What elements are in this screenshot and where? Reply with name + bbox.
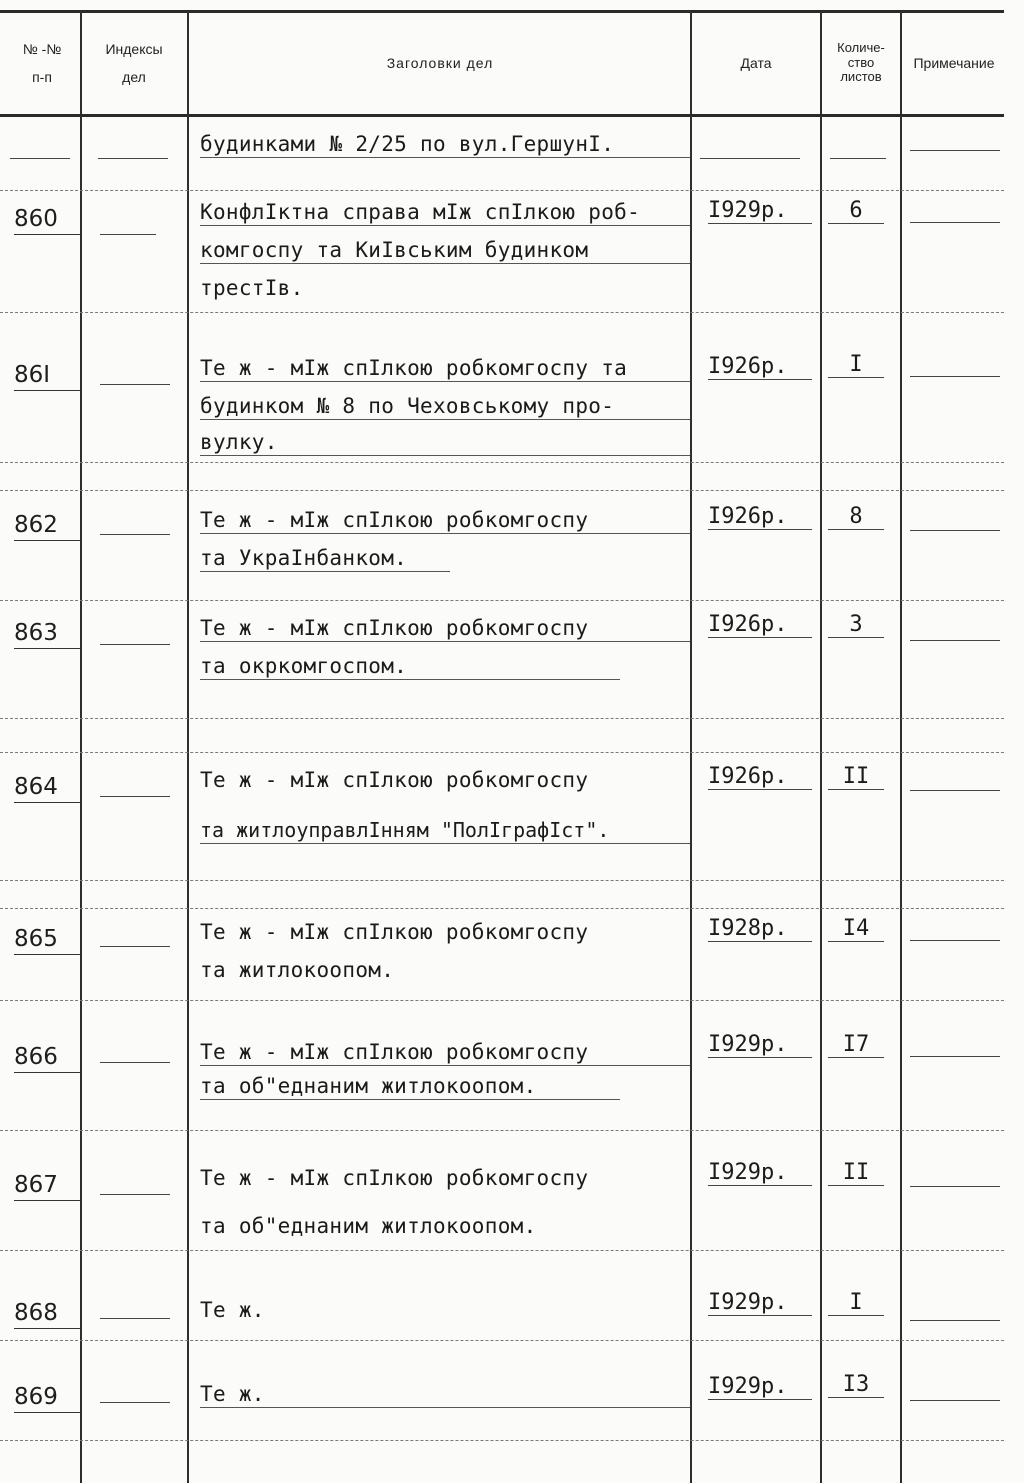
sheet-count: I3 [828, 1372, 884, 1398]
note-dash [910, 940, 1000, 941]
ruling-line [0, 1250, 1004, 1251]
header-index-line1: Индексы [105, 40, 163, 57]
case-date: I929р. [708, 198, 812, 224]
case-date: I926р. [708, 504, 812, 530]
index-dash [100, 796, 170, 797]
note-dash [910, 1186, 1000, 1187]
case-title-line: та об"еднаним житлокоопом. [200, 1074, 620, 1100]
note-dash [910, 376, 1000, 377]
header-index [84, 14, 184, 112]
column-divider-date [820, 10, 822, 1483]
case-date: I928р. [708, 916, 812, 942]
case-date: I929р. [708, 1374, 812, 1400]
case-title-line: та УкраIнбанком. [200, 546, 450, 572]
sheet-count: II [828, 764, 884, 790]
header-number [6, 14, 78, 112]
note-dash [910, 790, 1000, 791]
header-title: Заголовки дел [386, 54, 494, 71]
case-number: 865 [14, 926, 80, 955]
header-bottom-border [0, 114, 1004, 117]
sheet-count: I [828, 1290, 884, 1316]
sheet-count: II [828, 1160, 884, 1186]
case-title-line: Те ж - мIж спIлкою робкомгоспу [200, 1166, 589, 1190]
case-number: 862 [14, 512, 80, 541]
case-number: 860 [14, 206, 80, 235]
case-number: 863 [14, 620, 80, 649]
header-count-line1: Количе- [837, 39, 885, 55]
ruling-line [0, 1340, 1004, 1341]
sheet-count: 8 [828, 504, 884, 530]
case-title-line: трестIв. [200, 276, 304, 300]
case-date: I926р. [708, 764, 812, 790]
table-top-border [0, 10, 1004, 13]
case-date: I929р. [708, 1290, 812, 1316]
header-count-line2: ство [847, 54, 875, 70]
ruling-line [0, 718, 1004, 719]
ruling-line [0, 190, 1004, 191]
column-divider-title [690, 10, 692, 1483]
case-number: 869 [14, 1384, 80, 1413]
header-sheet-count [822, 14, 900, 112]
header-note: Примечание [913, 54, 995, 71]
header-number-line1: № -№ [22, 40, 62, 57]
note-dash [910, 1400, 1000, 1401]
case-title-line: Те ж - мIж спIлкою робкомгоспу [200, 920, 589, 944]
case-title-line: будинками № 2/25 по вул.ГершунI. [200, 132, 690, 158]
ruling-line [0, 1000, 1004, 1001]
case-title-line: та окркомгоспом. [200, 654, 620, 680]
case-number: 86I [14, 362, 80, 391]
sheet-count: 6 [828, 198, 884, 224]
index-dash [100, 1062, 170, 1063]
number-blank-dash [10, 158, 70, 159]
case-title-line: та житлоуправлIнням "ПолIграфIст". [200, 818, 690, 844]
case-number: 866 [14, 1044, 80, 1073]
case-date: I929р. [708, 1032, 812, 1058]
case-title-line: комгоспу та КиIвським будинком [200, 238, 690, 264]
note-dash [910, 1056, 1000, 1057]
index-dash [100, 946, 170, 947]
index-dash [100, 1194, 170, 1195]
header-number-line2: п-п [32, 69, 52, 85]
sheet-count: I4 [828, 916, 884, 942]
column-divider-count [900, 10, 902, 1483]
index-dash [100, 384, 170, 385]
index-dash [100, 1318, 170, 1319]
index-dash [100, 534, 170, 535]
case-date: I926р. [708, 354, 812, 380]
ruling-line [0, 312, 1004, 313]
case-date: I929р. [708, 1160, 812, 1186]
case-title-line: та об"еднаним житлокоопом. [200, 1214, 537, 1238]
ruling-line [0, 752, 1004, 753]
ruling-line [0, 1130, 1004, 1131]
ruling-line [0, 908, 1004, 909]
case-title-line: КонфлIктна справа мIж спIлкою роб- [200, 200, 690, 226]
note-dash [910, 640, 1000, 641]
index-dash [100, 644, 170, 645]
case-title-line: Те ж. [200, 1298, 265, 1322]
case-number: 867 [14, 1172, 80, 1201]
sheet-count: I [828, 352, 884, 378]
note-dash [910, 222, 1000, 223]
header-count-line3: листов [840, 69, 882, 85]
ruling-line [0, 1440, 1004, 1441]
note-dash [910, 150, 1000, 151]
sheet-count: I7 [828, 1032, 884, 1058]
ruling-line [0, 880, 1004, 881]
case-date: I926р. [708, 612, 812, 638]
case-title-line: Те ж - мIж спIлкою робкомгоспу [200, 616, 690, 642]
case-number: 868 [14, 1300, 80, 1329]
case-title-line: вулку. [200, 430, 690, 456]
note-dash [910, 530, 1000, 531]
count-blank-dash [830, 158, 886, 159]
column-divider-no [80, 10, 82, 1483]
note-dash [910, 1320, 1000, 1321]
sheet-count: 3 [828, 612, 884, 638]
header-date: Дата [740, 54, 772, 71]
case-title-line: Те ж - мIж спIлкою робкомгоспу [200, 508, 690, 534]
ruling-line [0, 490, 1004, 491]
index-dash [100, 1402, 170, 1403]
case-title-line: Те ж - мIж спIлкою робкомгоспу та [200, 356, 690, 382]
case-number: 864 [14, 774, 80, 803]
index-dash [98, 158, 168, 159]
case-title-line: та житлокоопом. [200, 958, 395, 982]
header-index-line2: дел [122, 69, 146, 85]
case-title-line: Те ж. [200, 1382, 690, 1408]
index-dash [100, 234, 156, 235]
case-title-line: Те ж - мIж спIлкою робкомгоспу [200, 768, 589, 792]
date-blank-dash [700, 158, 800, 159]
column-divider-index [187, 10, 189, 1483]
case-title-line: будинком № 8 по Чеховському про- [200, 394, 690, 420]
ruling-line [0, 600, 1004, 601]
ruling-line [0, 462, 1004, 463]
case-title-line: Те ж - мIж спIлкою робкомгоспу [200, 1040, 690, 1066]
